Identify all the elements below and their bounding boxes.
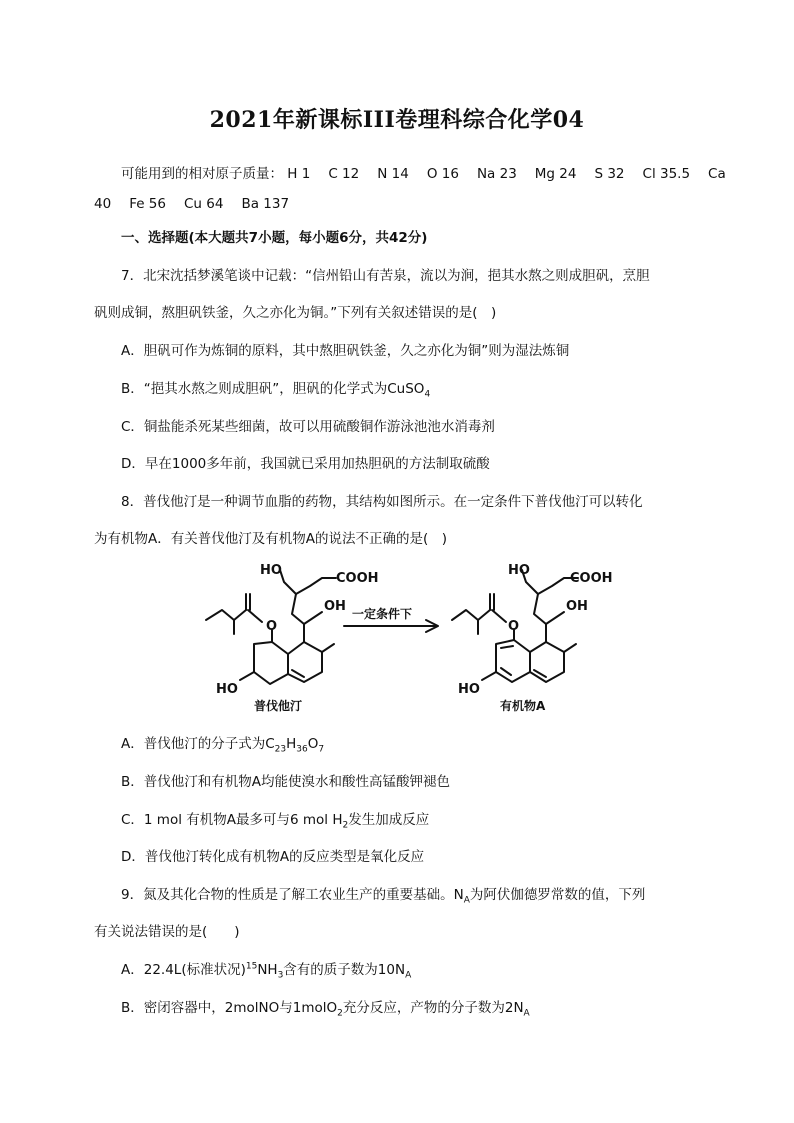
q8-option-a-h: H	[286, 736, 297, 752]
q9-option-b-sub-2: 2	[337, 1008, 343, 1019]
left-acid-chain	[296, 578, 336, 594]
q9-option-b-tail: 充分反应，产物的分子数为2N	[342, 1000, 524, 1016]
atomic-masses-lead: 可能用到的相对原子质量：	[121, 166, 283, 182]
q8-option-d: D．普伐他汀转化成有机物A的反应类型是氧化反应	[121, 849, 425, 865]
mass-ca-value: 40	[94, 196, 112, 212]
atomic-masses-list	[287, 166, 725, 182]
q8-option-b: B．普伐他汀和有机物A均能使溴水和酸性高锰酸钾褪色	[121, 774, 450, 790]
reaction-figure	[196, 558, 616, 718]
q9-option-b-sub-a: A	[523, 1008, 530, 1019]
left-ring-1	[254, 642, 288, 684]
q7-option-b-text: B．“挹其水熬之则成胆矾”，胆矾的化学式为CuSO	[121, 381, 425, 397]
left-ho-top-label: HO	[260, 563, 282, 578]
q9-option-b-text: B．密闭容器中，2molNO与1molO	[121, 1000, 338, 1016]
mass-ba: Ba 137	[241, 196, 290, 212]
left-ring-2	[288, 642, 322, 682]
mass-ca: Ca	[708, 166, 726, 182]
right-side-chain	[522, 570, 546, 642]
right-cooh-label: COOH	[570, 571, 613, 586]
left-ho-ring-label: HO	[216, 682, 238, 697]
q9-stem-tail: 为阿伏伽德罗常数的值，下列	[469, 887, 646, 903]
q9-option-a-text: A．22.4L(标准状况)	[121, 962, 246, 978]
page-title: 2021年新课标III卷理科综合化学04	[209, 107, 585, 133]
q7-stem-line-2: 矾则成铜，熬胆矾铁釜，久之亦化为铜。”下列有关叙述错误的是( )	[94, 305, 497, 321]
q9-option-a-nh: NH	[257, 962, 278, 978]
q8-stem-line-2: 为有机物A．有关普伐他汀及有机物A的说法不正确的是( )	[94, 531, 448, 547]
q8-option-a-sub-o: 7	[318, 744, 325, 755]
mass-h: H 1	[287, 166, 311, 182]
q8-option-a-sub-h: 36	[296, 744, 308, 755]
section-heading: 一、选择题(本大题共7小题，每小题6分，共42分)	[121, 230, 428, 246]
right-ring-2	[530, 642, 564, 682]
mass-s: S 32	[594, 166, 625, 182]
left-oh-label: OH	[324, 599, 346, 614]
q7-option-b	[121, 377, 430, 400]
q7-option-c: C．铜盐能杀死某些细菌，故可以用硫酸铜作游泳池池水消毒剂	[121, 419, 495, 435]
left-oh-bond	[304, 612, 322, 624]
q9-option-a	[121, 958, 411, 981]
mass-n: N 14	[377, 166, 409, 182]
q8-option-a-o: O	[307, 736, 319, 752]
atomic-masses-line-2	[94, 196, 289, 212]
mass-o: O 16	[426, 166, 459, 182]
mass-c: C 12	[328, 166, 360, 182]
left-ho-bond	[240, 672, 254, 680]
right-ho-top-label: HO	[508, 563, 530, 578]
right-oh-label: OH	[566, 599, 588, 614]
q8-option-c	[121, 808, 429, 831]
q9-option-b	[121, 996, 530, 1019]
left-side-chain	[280, 570, 304, 642]
left-ester-chain	[206, 610, 246, 620]
q8-option-c-text: C．1 mol 有机物A最多可与6 mol H	[121, 812, 343, 828]
right-aromatic-bond-1	[501, 646, 513, 648]
q8-option-a-text: A．普伐他汀的分子式为C	[121, 736, 275, 752]
right-caption: 有机物A	[500, 699, 546, 713]
q8-option-c-subscript: 2	[342, 820, 349, 831]
mass-cu: Cu 64	[184, 196, 224, 212]
q9-option-a-superscript: 15	[245, 961, 258, 972]
left-caption: 普伐他汀	[254, 699, 303, 713]
right-ho-ring-label: HO	[458, 682, 480, 697]
mass-cl: Cl 35.5	[642, 166, 691, 182]
right-ho-bond	[482, 672, 496, 680]
arrow-label: 一定条件下	[352, 607, 413, 621]
right-aromatic-bond-2	[501, 668, 511, 675]
q9-stem-line-1	[121, 883, 645, 906]
right-ester-bond	[492, 610, 506, 622]
q9-option-a-tail: 含有的质子数为10N	[283, 962, 406, 978]
left-cooh-label: COOH	[336, 571, 379, 586]
q7-stem-line-1: 7．北宋沈括梦溪笔谈中记载：“信州铅山有苦泉，流以为涧，挹其水熬之则成胆矾，烹胆	[121, 268, 650, 284]
q7-option-b-subscript: 4	[424, 389, 431, 400]
q9-stem-text: 9．氮及其化合物的性质是了解工农业生产的重要基础。N	[121, 887, 464, 903]
mass-fe: Fe 56	[129, 196, 166, 212]
atomic-masses-line-1	[121, 162, 726, 182]
q8-option-c-tail: 发生加成反应	[348, 812, 430, 828]
mass-mg: Mg 24	[534, 166, 577, 182]
q7-option-d: D．早在1000多年前，我国就已采用加热胆矾的方法制取硫酸	[121, 456, 490, 472]
q8-option-a-sub-c: 23	[274, 744, 287, 755]
right-ester-chain	[452, 610, 490, 620]
q9-stem-line-2: 有关说法错误的是( )	[94, 924, 240, 940]
q8-stem-line-1: 8．普伐他汀是一种调节血脂的药物，其结构如图所示。在一定条件下普伐他汀可以转化	[121, 494, 643, 510]
q7-option-a: A．胆矾可作为炼铜的原料，其中熬胆矾铁釜，久之亦化为铜”则为湿法炼铜	[121, 343, 570, 359]
right-ring-methyl	[564, 644, 576, 652]
left-o-label: O	[266, 619, 278, 634]
right-oh-bond	[546, 612, 564, 624]
q9-stem-subscript: A	[463, 895, 470, 906]
left-ring-methyl	[322, 644, 334, 652]
q9-option-a-sub-a: A	[405, 970, 412, 981]
q8-option-a	[121, 732, 324, 755]
q9-option-a-sub-3: 3	[277, 970, 284, 981]
left-ester-bond	[248, 610, 262, 622]
mass-na: Na 23	[476, 166, 517, 182]
right-o-label: O	[508, 619, 520, 634]
